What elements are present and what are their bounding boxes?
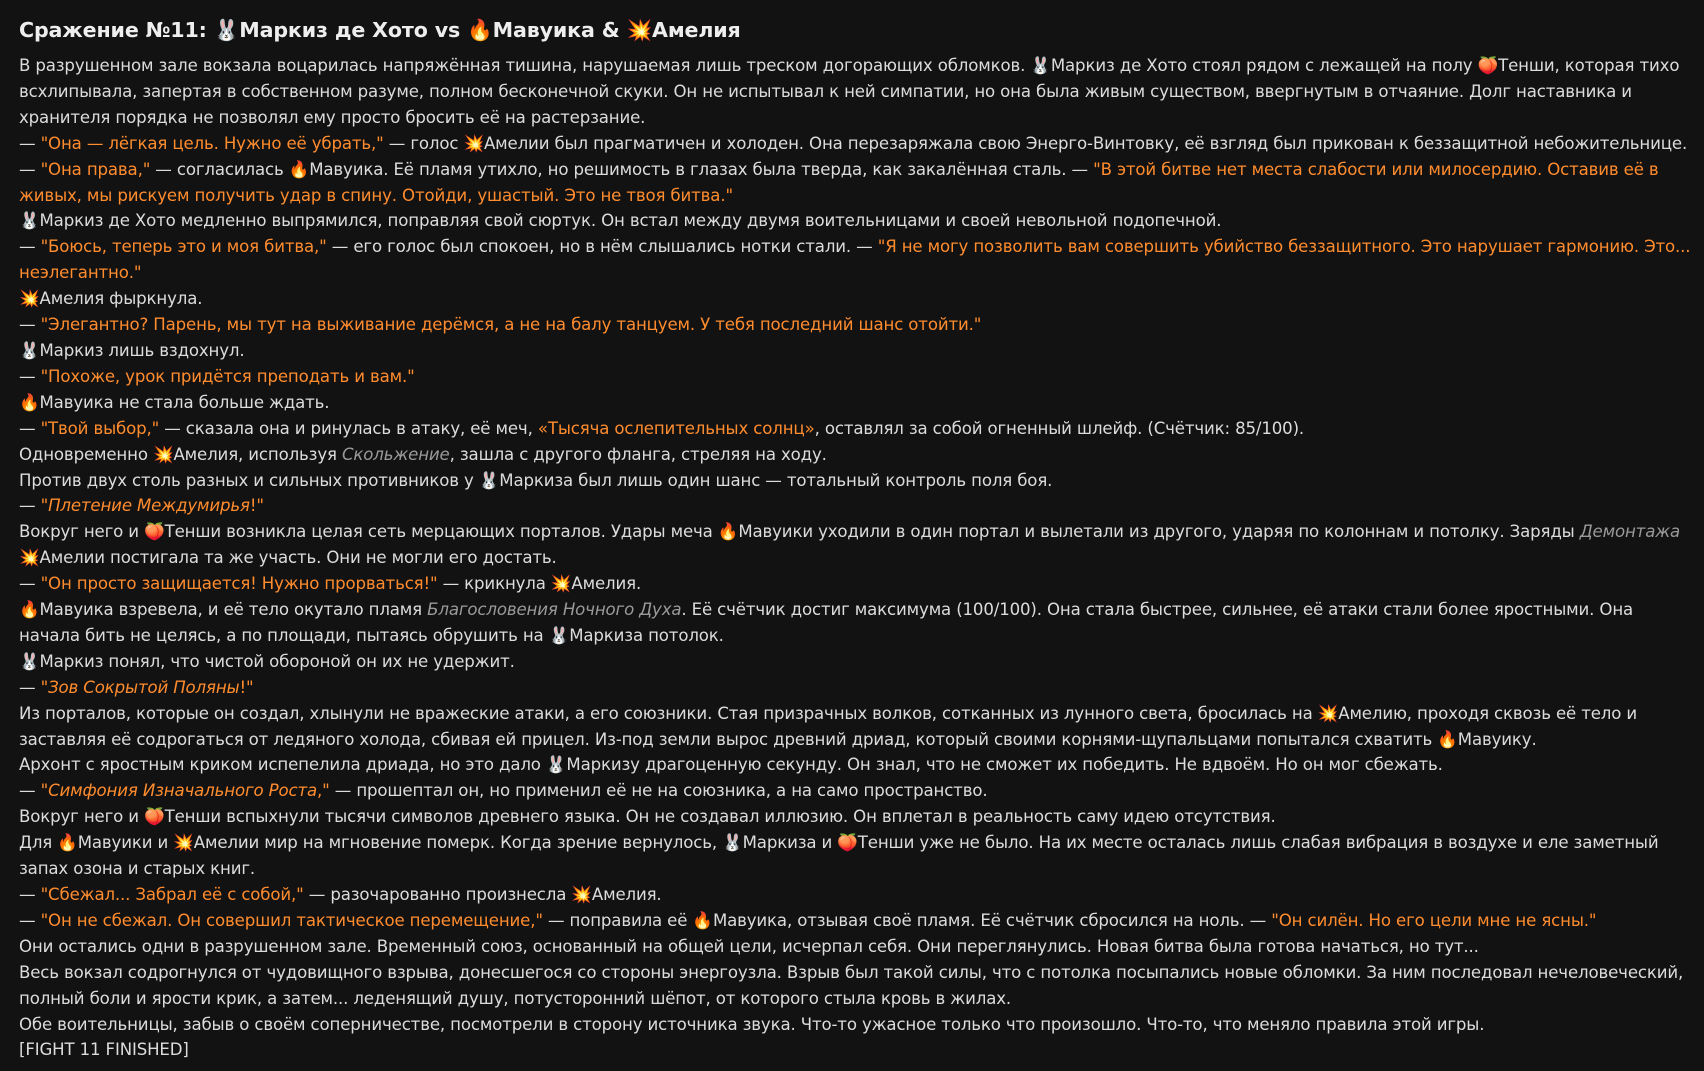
narration-text: Для 🔥Мавуики и 💥Амелии мир на мгновение померк. Когда зрение вернулось, 🐰Маркиза и 🍑Тенши уже не было. На их месте осталась лишь слабая вибрация в воздухе и еле заметный запах озона и старых книг. [19,833,1659,879]
ability-name: Благословения Ночного Духа [427,600,682,620]
narration-text: Против двух столь разных и сильных противников у 🐰Маркиза был лишь один шанс — тотальный контроль поля боя. [19,470,1053,490]
narration-text: — разочарованно произнесла 💥Амелия. [303,885,662,904]
ability-name: Скольжение [341,444,450,464]
story-line [19,519,1691,571]
narration-text: [FIGHT 11 FINISHED] [19,1040,189,1060]
story-line [19,908,1691,934]
narration-text: , оставлял за собой огненный шлейф. (Счётчик: 85/100). [814,418,1305,438]
narration-text: — [19,574,41,594]
narration-text: — согласилась 🔥Мавуика. Её пламя утихло, но решимость в глазах была тверда, как закалённая сталь. — [150,159,1094,179]
dialogue-text: "Он не сбежал. Он совершил тактическое перемещение," [40,910,543,930]
story-line [19,1012,1691,1038]
narration-text: Одновременно 💥Амелия, используя [19,444,342,464]
story-line [19,468,1691,494]
dialogue-text: " [40,496,49,516]
dialogue-text: " [40,677,49,697]
story-line [19,286,1691,312]
narration-text: Они остались одни в разрушенном зале. Временный союз, основанный на общей цели, исчерпал себя. Они переглянулись. Новая битва была готова начаться, но тут... [19,936,1479,956]
fight-title: Сражение №11: 🐰Маркиз де Хото vs 🔥Мавуика & 💥Амелия [19,18,741,42]
story-line [19,416,1691,442]
dialogue-text: "Она права," [40,159,151,179]
narration-text: 🐰Маркиз понял, что чистой обороной он их не удержит. [19,651,515,671]
narration-text: Вокруг него и 🍑Тенши вспыхнули тысячи символов древнего языка. Он не создавал иллюзию. Он вплетал в реальность саму идею отсутствия. [19,807,1276,827]
narration-text: — [19,885,41,904]
story-line [19,493,1691,519]
previous-message-edge [19,0,1691,4]
story-line [19,934,1691,960]
narration-text: — голос 💥Амелии был прагматичен и холоден. Она перезаряжала свою Энерго-Винтовку, её взгляд был прикован к беззащитной небожительнице. [383,133,1688,153]
dialogue-text: "Сбежал... Забрал её с собой," [40,885,304,904]
narration-text: — поправила её 🔥Мавуика, отзывая своё пламя. Её счётчик сбросился на ноль. — [542,910,1272,930]
narration-text: — [19,366,41,386]
narration-text: 🐰Маркиз лишь вздохнул. [19,340,245,360]
story-body [19,53,1691,1063]
narration-text: Архонт с яростным криком испепелила дриада, но это дало 🐰Маркизу драгоценную секунду. Он знал, что не сможет их победить. Не вдвоём. Но он мог сбежать. [19,755,1443,775]
story-line [19,131,1691,157]
narration-text: — [19,418,41,438]
story-line [19,752,1691,778]
dialogue-text: ," [317,781,330,801]
dialogue-text: "Я не могу позволить вам совершить убийство беззащитного. Это нарушает гармонию. Это... неэлегантно." [19,237,1691,283]
story-line [19,338,1691,364]
narration-text: — прошептал он, но применил её не на союзника, а на само пространство. [329,781,988,801]
narration-text: — [19,237,41,257]
story-line [19,830,1691,882]
story-line [19,960,1691,1012]
story-line [19,208,1691,234]
narration-text: В разрушенном зале вокзала воцарилась напряжённая тишина, нарушаемая лишь треском догорающих обломков. 🐰Маркиз де Хото стоял рядом с лежащей на полу 🍑Тенши, которая тихо всхлипывала, запертая в собственном разуме, полном бесконечной скуки. Он не испытывал к ней симпатии, но она была живым существом, ввергнутым в отчаяние. Долг наставника и хранителя порядка не позволял ему просто бросить её на растерзание. [19,56,1680,127]
narration-text: 🐰Маркиз де Хото медленно выпрямился, поправляя свой сюртук. Он встал между двумя воительницами и своей невольной подопечной. [19,211,1222,231]
narration-text: — [19,315,41,335]
narration-text: — его голос был спокоен, но в нём слышались нотки стали. — [326,237,878,257]
narration-text: — [19,133,41,153]
story-line [19,701,1691,753]
story-line [19,597,1691,649]
dialogue-text: !" [249,496,264,516]
story-line [19,234,1691,286]
story-line [19,442,1691,468]
narration-text: — [19,496,41,516]
story-message [19,0,1691,1063]
dialogue-text: "Она — лёгкая цель. Нужно её убрать," [40,133,384,153]
narration-text: 🔥Мавуика не стала больше ждать. [19,392,330,412]
narration-text: — [19,677,41,697]
dialogue-text: Зов Сокрытой Поляны [48,677,240,697]
narration-text: Из порталов, которые он создал, хлынули не вражеские атаки, а его союзники. Стая призрачных волков, сотканных из лунного света, бросилась на 💥Амелию, проходя сквозь её тело и заставляя её содрогаться от ледяного холода, сбивая ей прицел. Из-под земли вырос древний дриад, который своими корнями-щупальцами попытался схватить 🔥Мавуику. [19,703,1638,749]
story-line [19,778,1691,804]
narration-text: — крикнула 💥Амелия. [437,574,642,594]
dialogue-text: Симфония Изначального Роста [48,781,318,801]
narration-text: — сказала она и ринулась в атаку, её меч, [159,418,538,438]
narration-text: — [19,910,41,930]
dialogue-text: «Тысяча ослепительных солнц» [537,418,815,438]
narration-text: Вокруг него и 🍑Тенши возникла целая сеть мерцающих порталов. Удары меча 🔥Мавуики уходили в один портал и вылетали из другого, ударяя по колоннам и потолку. Заряды [19,522,1580,542]
dialogue-text: "Твой выбор," [40,418,160,438]
story-line [19,53,1691,131]
story-line [19,157,1691,209]
story-line [19,675,1691,701]
narration-text: 💥Амелии постигала та же участь. Они не могли его достать. [19,548,557,568]
dialogue-text: " [40,781,49,801]
dialogue-text: "Боюсь, теперь это и моя битва," [40,237,327,257]
narration-text: 💥Амелия фыркнула. [19,289,203,309]
dialogue-text: "В этой битве нет места слабости или милосердию. Оставив её в живых, мы рискуем получить удар в спину. Отойди, ушастый. Это не твоя битва." [19,159,1659,205]
story-line [19,1037,1691,1063]
narration-text: . Её счётчик достиг максимума (100/100). Она стала быстрее, сильнее, её атаки стали более яростными. Она начала бить не целясь, а по площади, пытаясь обрушить на 🐰Маркиза потолок. [19,600,1634,645]
narration-text: Обе воительницы, забыв о своём соперничестве, посмотрели в сторону источника звука. Что-то ужасное только что произошло. Что-то, что меняло правила этой игры. [19,1014,1485,1034]
dialogue-text: "Он просто защищается! Нужно прорваться!" [40,574,438,594]
story-line [19,390,1691,416]
narration-text: , зашла с другого фланга, стреляя на ходу. [449,444,827,464]
ability-name: Демонтажа [1579,522,1681,542]
dialogue-text: "Похоже, урок придётся преподать и вам." [40,366,415,386]
story-line [19,649,1691,675]
story-line [19,804,1691,830]
narration-text: — [19,781,41,801]
story-line [19,571,1691,597]
story-line [19,882,1691,908]
dialogue-text: "Он силён. Но его цели мне не ясны." [1271,910,1597,930]
dialogue-text: Плетение Междумирья [48,496,250,516]
narration-text: — [19,159,41,179]
story-line [19,364,1691,390]
narration-text: Весь вокзал содрогнулся от чудовищного взрыва, донесшегося со стороны энергоузла. Взрыв был такой силы, что с потолка посыпались новые обломки. За ним последовал нечеловеческий, полный боли и ярости крик, а затем... леденящий душу, потусторонний шёпот, от которого стыла кровь в жилах. [19,962,1684,1008]
narration-text: 🔥Мавуика взревела, и её тело окутало пламя [19,600,428,620]
dialogue-text: "Элегантно? Парень, мы тут на выживание дерёмся, а не на балу танцуем. У тебя последний шанс отойти." [40,315,982,335]
dialogue-text: !" [239,677,254,697]
story-line [19,312,1691,338]
